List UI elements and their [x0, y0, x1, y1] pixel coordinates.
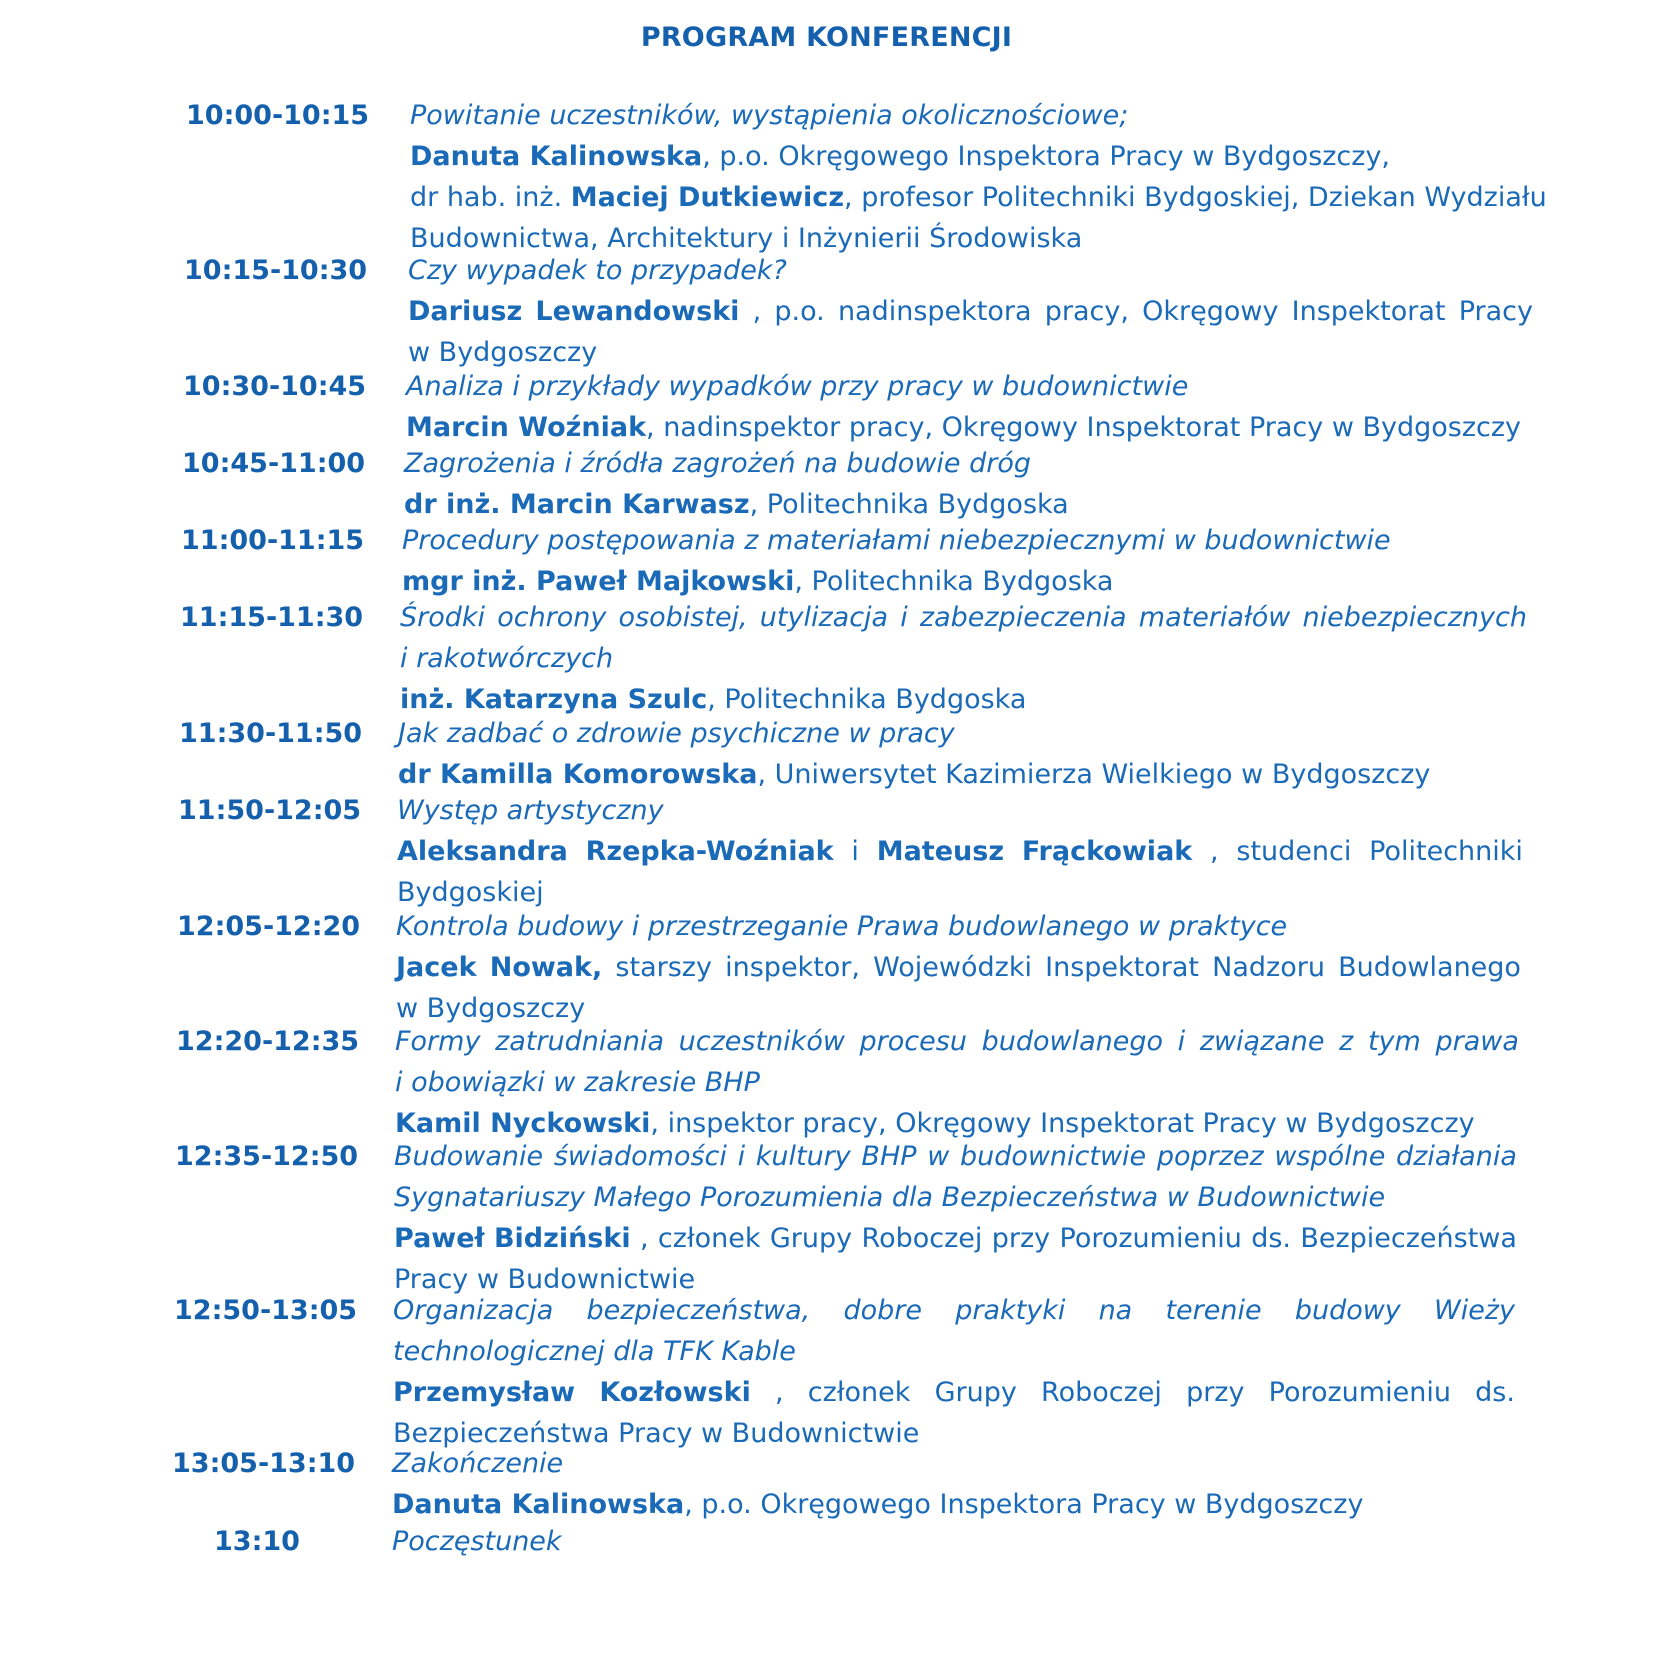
agenda-item [404, 443, 1529, 525]
affiliation-text-word: członek [807, 1377, 911, 1408]
affiliation-text-word: członek [657, 1223, 761, 1254]
talk-title-line [397, 790, 1523, 831]
agenda-item [394, 1136, 1517, 1300]
agenda-time: 12:20-12:35 [176, 1026, 360, 1057]
speaker-line [397, 831, 1523, 872]
speaker-line [393, 1372, 1515, 1413]
affiliation-text-word: ds. [1251, 1223, 1291, 1254]
speaker-name: mgr inż. Paweł Majkowski [402, 566, 795, 597]
talk-title-line [394, 1177, 1517, 1218]
affiliation-text: Budownictwa, Architektury i Inżynierii Środowiska [410, 223, 1083, 254]
speaker-name-word: Paweł [394, 1223, 485, 1254]
talk-title-line [393, 1290, 1515, 1331]
affiliation-text-word: pracy, [1044, 296, 1129, 327]
title-text-word: utylizacja [759, 602, 889, 633]
affiliation-text-word: , [775, 1377, 784, 1408]
title-text-word: uczestników [678, 1026, 845, 1057]
affiliation-text: , nadinspektor pracy, Okręgowy Inspektorat Pracy w Bydgoszczy [646, 412, 1522, 443]
speaker-line [392, 1484, 1513, 1525]
talk-title-line [394, 1136, 1517, 1177]
affiliation-text-word: nadinspektora [837, 296, 1032, 327]
talk-title-line [395, 1062, 1519, 1103]
affiliation-text-word: przy [1186, 1377, 1245, 1408]
talk-title-line [410, 95, 1535, 136]
affiliation-text: w Bydgoszczy [408, 337, 598, 368]
affiliation-text-word: Nadzoru [1212, 952, 1325, 983]
agenda-time: 12:50-13:05 [174, 1295, 358, 1326]
speaker-line [410, 177, 1547, 218]
title-text-word: kultury [755, 1141, 851, 1172]
agenda-time: 10:30-10:45 [183, 371, 367, 402]
title-text: Jak zadbać o zdrowie psychiczne w pracy [398, 718, 955, 749]
speaker-name-word: Rzepka-Woźniak [585, 836, 834, 867]
talk-title-line [392, 1521, 1511, 1562]
speaker-name: inż. Katarzyna Szulc [400, 684, 708, 715]
speaker-name: Maciej Dutkiewicz [570, 182, 845, 213]
title-text-word: związane [1199, 1026, 1325, 1057]
title-text-word: świadomości [553, 1141, 727, 1172]
title-text-word: działania [1396, 1141, 1517, 1172]
speaker-name-word: Frąckowiak [1021, 836, 1193, 867]
agenda-item [392, 1521, 1511, 1562]
title-text-word: Budowanie [394, 1141, 544, 1172]
prefix-text: dr hab. inż. [410, 182, 571, 213]
affiliation-text-word: Roboczej [861, 1223, 983, 1254]
conjunction-text-word: i [851, 836, 859, 867]
affiliation-text-word: inspektor, [725, 952, 860, 983]
speaker-name-word: Aleksandra [397, 836, 568, 867]
agenda-item [398, 713, 1525, 795]
agenda-time: 13:05-13:10 [172, 1448, 356, 1479]
affiliation-text-word: Pracy [1458, 296, 1533, 327]
agenda-time: 10:15-10:30 [184, 255, 368, 286]
agenda-time: 12:05-12:20 [177, 911, 361, 942]
title-text: Poczęstunek [392, 1526, 562, 1557]
title-text: i obowiązki w zakresie BHP [395, 1067, 760, 1098]
agenda-item [396, 906, 1521, 1029]
affiliation-text: , profesor Politechniki Bydgoskiej, Dziekan Wydziału [844, 182, 1547, 213]
title-text-word: BHP [861, 1141, 917, 1172]
affiliation-text-word: przy [991, 1223, 1051, 1254]
affiliation-text-word: Grupy [934, 1377, 1017, 1408]
title-text-word: Organizacja [393, 1295, 554, 1326]
speaker-line [398, 754, 1525, 795]
agenda-item [410, 95, 1547, 259]
speaker-name: dr inż. Marcin Karwasz [404, 489, 750, 520]
speaker-name-word: Przemysław [393, 1377, 576, 1408]
title-text-word: zatrudniania [495, 1026, 665, 1057]
speaker-name-word: Mateusz [876, 836, 1005, 867]
title-text: Kontrola budowy i przestrzeganie Prawa budowlanego w praktyce [396, 911, 1288, 942]
agenda-time: 11:30-11:50 [179, 718, 363, 749]
agenda-time: 11:00-11:15 [181, 525, 365, 556]
talk-title-line [408, 250, 1533, 291]
title-text-word: bezpieczeństwa, [586, 1295, 811, 1326]
affiliation-text-word: ds. [1475, 1377, 1515, 1408]
affiliation-text: Bydgoskiej [397, 877, 544, 908]
title-text-word: ochrony [497, 602, 607, 633]
title-text-word: z [1339, 1026, 1354, 1057]
affiliation-text-word: Inspektorat [1291, 296, 1446, 327]
agenda-item [397, 790, 1523, 913]
title-text-word: materiałów [1138, 602, 1291, 633]
title-text-word: praktyki [955, 1295, 1066, 1326]
agenda-time: 11:15-11:30 [180, 602, 364, 633]
speaker-line [402, 561, 1527, 602]
talk-title-line [406, 366, 1531, 407]
title-text-word: procesu [859, 1026, 967, 1057]
title-text-word: tym [1367, 1026, 1421, 1057]
affiliation-text: , inspektor pracy, Okręgowy Inspektorat Pracy w Bydgoszczy [650, 1108, 1475, 1139]
talk-title-line [396, 906, 1521, 947]
title-text-word: terenie [1165, 1295, 1262, 1326]
agenda-item [393, 1290, 1515, 1454]
speaker-line [406, 407, 1531, 448]
title-text-word: Środki [400, 602, 486, 633]
affiliation-text-word: Okręgowy [1142, 296, 1279, 327]
affiliation-text-word: studenci [1236, 836, 1352, 867]
affiliation-text-word: , [1210, 836, 1219, 867]
affiliation-text: , Uniwersytet Kazimierza Wielkiego w Bydgoszczy [757, 759, 1431, 790]
speaker-line [408, 291, 1533, 332]
affiliation-text-word: Porozumieniu [1268, 1377, 1451, 1408]
agenda-item [408, 250, 1533, 373]
title-text-word: i [1177, 1026, 1186, 1057]
affiliation-text-word: , [752, 296, 762, 327]
title-text-word: w [927, 1141, 950, 1172]
talk-title-line [393, 1331, 1515, 1372]
speaker-name-word: Jacek [396, 952, 477, 983]
speaker-line [396, 947, 1521, 988]
title-text-word: Formy [395, 1026, 481, 1057]
agenda-time: 13:10 [214, 1526, 300, 1557]
title-text-word: prawa [1435, 1026, 1519, 1057]
affiliation-text-word: Roboczej [1041, 1377, 1162, 1408]
agenda-time: 10:00-10:15 [186, 100, 370, 131]
speaker-name-word: Nowak, [489, 952, 603, 983]
title-text-word: budowy [1294, 1295, 1401, 1326]
affiliation-text: Pracy w Budownictwie [394, 1264, 696, 1295]
affiliation-text: , p.o. Okręgowego Inspektora Pracy w Bydgoszczy, [702, 141, 1391, 172]
talk-title-line [400, 638, 1527, 679]
title-text: Zakończenie [392, 1448, 564, 1479]
title-text-word: niebezpiecznych [1302, 602, 1527, 633]
page-title: PROGRAM KONFERENCJI [640, 22, 1013, 53]
affiliation-text-word: Bezpieczeństwa [1300, 1223, 1517, 1254]
affiliation-text-word: Grupy [769, 1223, 853, 1254]
title-text-word: i [900, 602, 908, 633]
affiliation-text-word: Inspektorat [1045, 952, 1199, 983]
title-text: Sygnatariuszy Małego Porozumienia dla Bezpieczeństwa w Budownictwie [394, 1182, 1386, 1213]
agenda-item [406, 366, 1531, 448]
agenda-time: 10:45-11:00 [182, 448, 366, 479]
agenda-item [400, 597, 1527, 720]
speaker-name: Marcin Woźniak [406, 412, 647, 443]
speaker-name: Danuta Kalinowska [392, 1489, 685, 1520]
speaker-name-word: Bidziński [493, 1223, 631, 1254]
agenda-item [402, 520, 1527, 602]
title-text-word: budownictwie [959, 1141, 1147, 1172]
title-text: Procedury postępowania z materiałami niebezpiecznymi w budownictwie [402, 525, 1391, 556]
title-text-word: budowlanego [981, 1026, 1163, 1057]
title-text: Analiza i przykłady wypadków przy pracy w budownictwie [406, 371, 1189, 402]
affiliation-text-word: Politechniki [1369, 836, 1523, 867]
speaker-line [394, 1218, 1517, 1259]
agenda-time: 12:35-12:50 [175, 1141, 359, 1172]
title-text-word: osobistej, [618, 602, 748, 633]
talk-title-line [402, 520, 1527, 561]
affiliation-text: , Politechnika Bydgoska [707, 684, 1027, 715]
affiliation-text-word: starszy [615, 952, 712, 983]
speaker-name: dr Kamilla Komorowska [398, 759, 758, 790]
affiliation-text: , Politechnika Bydgoska [749, 489, 1069, 520]
agenda-time: 11:50-12:05 [178, 795, 362, 826]
affiliation-text-word: , [639, 1223, 649, 1254]
speaker-name-word: Kozłowski [599, 1377, 751, 1408]
affiliation-text-word: Wojewódzki [873, 952, 1032, 983]
title-text-word: Wieży [1434, 1295, 1515, 1326]
title-text: Występ artystyczny [397, 795, 664, 826]
title-text-word: wspólne [1274, 1141, 1386, 1172]
affiliation-text: , Politechnika Bydgoska [794, 566, 1114, 597]
talk-title-line [395, 1021, 1519, 1062]
title-text: Zagrożenia i źródła zagrożeń na budowie dróg [404, 448, 1031, 479]
speaker-name: Kamil Nyckowski [395, 1108, 651, 1139]
affiliation-text: w Bydgoszczy [396, 993, 586, 1024]
title-text: Czy wypadek to przypadek? [408, 255, 787, 286]
title-text-word: zabezpieczenia [919, 602, 1127, 633]
title-text-word: na [1098, 1295, 1133, 1326]
title-text: technologicznej dla TFK Kable [393, 1336, 796, 1367]
speaker-name: Danuta Kalinowska [410, 141, 703, 172]
agenda-item [395, 1021, 1519, 1144]
talk-title-line [392, 1443, 1513, 1484]
title-text-word: dobre [843, 1295, 922, 1326]
title-text-word: i [737, 1141, 746, 1172]
speaker-line [410, 136, 1535, 177]
title-text-word: poprzez [1156, 1141, 1264, 1172]
speaker-line [404, 484, 1529, 525]
talk-title-line [404, 443, 1529, 484]
speaker-name-word: Dariusz [408, 296, 523, 327]
talk-title-line [398, 713, 1525, 754]
agenda-item [392, 1443, 1513, 1525]
affiliation-text: , p.o. Okręgowego Inspektora Pracy w Bydgoszczy [684, 1489, 1364, 1520]
affiliation-text: Bezpieczeństwa Pracy w Budownictwie [393, 1418, 920, 1449]
affiliation-text-word: Porozumieniu [1059, 1223, 1242, 1254]
affiliation-text-word: Budowlanego [1338, 952, 1521, 983]
affiliation-text-word: p.o. [774, 296, 825, 327]
speaker-name-word: Lewandowski [535, 296, 740, 327]
title-text: Powitanie uczestników, wystąpienia okolicznościowe; [410, 100, 1129, 131]
title-text: i rakotwórczych [400, 643, 614, 674]
talk-title-line [400, 597, 1527, 638]
